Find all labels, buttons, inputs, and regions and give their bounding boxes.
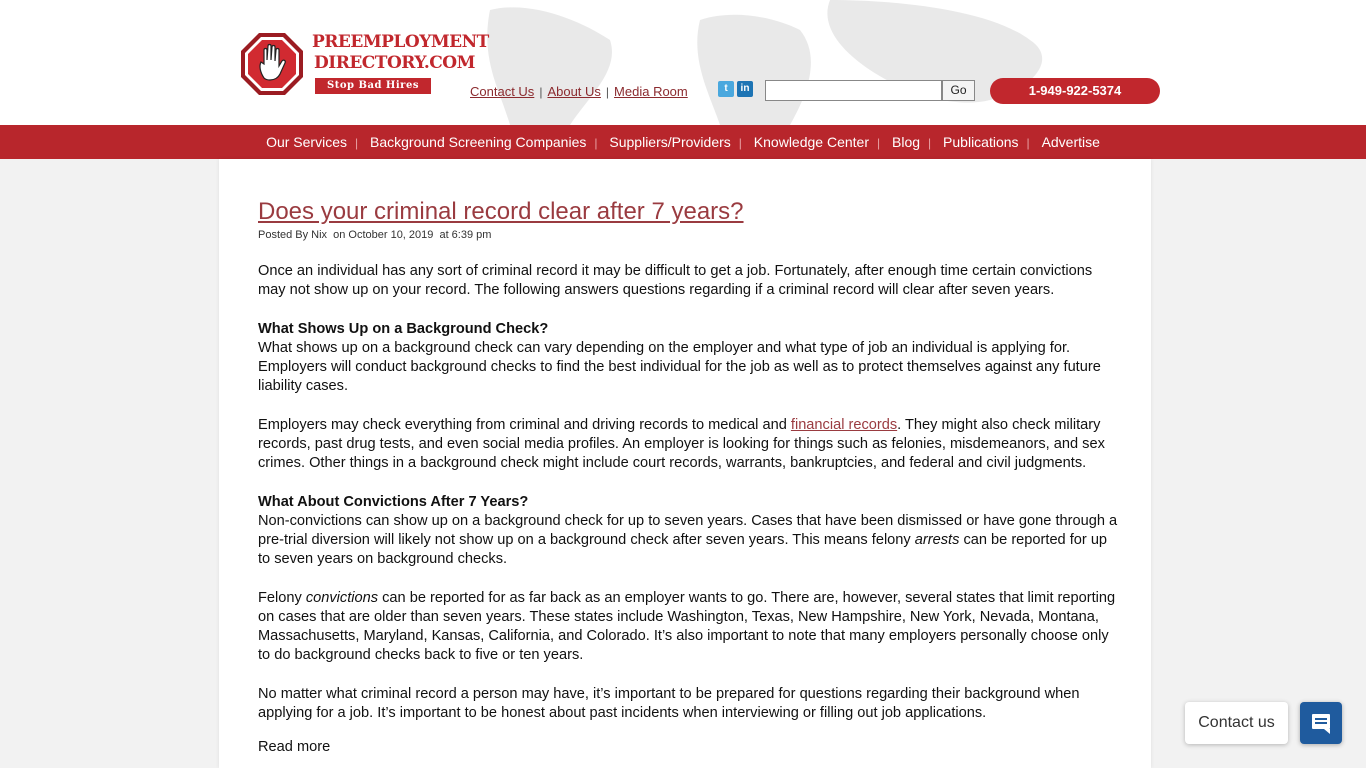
post-author: Nix (311, 229, 328, 241)
section-heading: What About Convictions After 7 Years? (258, 494, 529, 510)
nav-separator: | (594, 136, 598, 150)
chat-bubble-icon (1300, 702, 1342, 744)
post-section (258, 493, 1120, 569)
post-paragraph: What shows up on a background check can vary depending on the employer and what type of job an individual is applying for. Employers will conduct background checks to find the best individual for the job as well as to protect themselves against any future liability cases. (258, 340, 1101, 394)
post-paragraph: No matter what criminal record a person may have, it’s important to be prepared for questions regarding their background when applying for a job. It’s important to be honest about past incidents when interviewing or filling out job applications. (258, 686, 1080, 721)
nav-separator: | (928, 136, 932, 150)
paragraph-text: Employers may check everything from criminal and driving records to medical and (258, 417, 791, 433)
chat-button[interactable] (1300, 702, 1342, 744)
top-links (470, 84, 688, 99)
nav-separator: | (876, 136, 881, 150)
paragraph-text: . They might also check military records, past drug tests, and even social media profiles. An employer is looking for things such as felonies, misdemeanors, and sex crimes. Other things in a background check might include court records, warrants, bankruptcies, and federal and civil judgments. (258, 417, 1105, 471)
search-input[interactable] (765, 80, 942, 101)
media-room-link[interactable]: Media Room (614, 84, 688, 99)
logo-line1: PREEMPLOYMENT (312, 32, 489, 52)
paragraph-text: can be reported for as far back as an employer wants to go. There are, however, several states that limit reporting on cases that are older than seven years. These states include Washington, Texas, New Hampshire, New York, Nevada, Montana, Massachusetts, Maryland, Kansas, California, and Colorado. It’s also important to note that many employers personally choose only to do background checks back to five or ten years. (258, 590, 1116, 663)
nav-item-publications[interactable]: Publications (943, 134, 1019, 150)
nav-separator: | (1026, 136, 1030, 150)
post-paragraph (258, 589, 1120, 665)
site-logo[interactable] (240, 30, 489, 100)
main-content (219, 159, 1151, 768)
posted-by-label: Posted By (258, 229, 309, 241)
post-meta (258, 228, 1120, 242)
post-date: on October 10, 2019 (333, 229, 434, 241)
post-title-link[interactable]: Does your criminal record clear after 7 years? (258, 198, 744, 225)
post-time: at 6:39 pm (439, 229, 492, 241)
read-more-link[interactable]: Read more (258, 739, 331, 755)
link-separator: | (539, 85, 543, 99)
search-go-button[interactable]: Go (942, 80, 975, 101)
paragraph-text: Non-convictions can show up on a background check for up to seven years. Cases that have been dismissed or have gone through a pre-trial diversion will likely not show up on a background check after seven years. This means felony (258, 513, 1118, 548)
about-us-link[interactable]: About Us (547, 84, 601, 99)
nav-item-advertise[interactable]: Advertise (1041, 134, 1100, 150)
main-nav (0, 125, 1366, 159)
phone-number-button[interactable]: 1-949-922-5374 (990, 78, 1160, 104)
post-paragraph (258, 416, 1120, 473)
stop-hand-logo-icon (240, 32, 304, 96)
post-paragraph: Once an individual has any sort of criminal record it may be difficult to get a job. Fortunately, after enough time certain convictions may not show up on your record. The following answers questions regarding if a criminal record will clear after seven years. (258, 263, 1093, 298)
nav-separator: | (738, 136, 742, 150)
nav-separator: | (355, 136, 359, 150)
nav-item-background-screening-companies[interactable]: Background Screening Companies (370, 134, 587, 150)
logo-tagline: Stop Bad Hires (315, 78, 431, 94)
world-map-background (470, 0, 1150, 125)
twitter-icon[interactable]: t (718, 81, 734, 97)
nav-item-blog[interactable]: Blog (892, 134, 921, 150)
social-links (718, 81, 756, 100)
blog-post (258, 197, 1120, 755)
financial-records-link[interactable]: financial records (790, 417, 898, 433)
contact-us-pill[interactable]: Contact us (1185, 702, 1288, 744)
contact-us-link[interactable]: Contact Us (470, 84, 535, 99)
nav-item-our-services[interactable]: Our Services (266, 134, 347, 150)
site-header (0, 0, 1366, 125)
nav-item-knowledge-center[interactable]: Knowledge Center (753, 134, 869, 150)
section-heading: What Shows Up on a Background Check? (258, 321, 549, 337)
emphasis-text: convictions (305, 590, 379, 606)
emphasis-text: arrests (914, 532, 960, 548)
paragraph-text: can be reported for up to seven years on background checks. (258, 532, 1108, 567)
paragraph-text: Felony (258, 590, 306, 606)
logo-line2: DIRECTORY.COM (314, 53, 475, 73)
nav-item-suppliers-providers[interactable]: Suppliers/Providers (609, 134, 731, 150)
linkedin-icon[interactable]: in (737, 81, 753, 97)
post-section (258, 320, 1120, 396)
link-separator: | (605, 85, 610, 99)
